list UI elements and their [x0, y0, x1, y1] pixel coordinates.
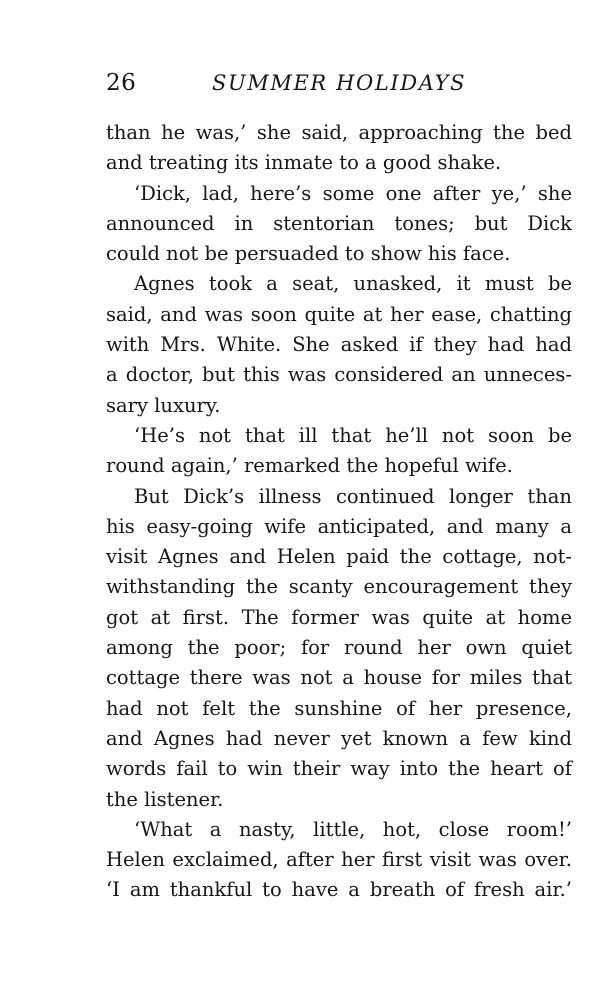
text-line: ‘He’s not that ill that he’ll not soon be [134, 423, 572, 447]
text-line: said, and was soon quite at her ease, chatting [106, 302, 572, 326]
text-line: visit Agnes and Helen paid the cottage, not- [106, 545, 572, 569]
text-line: got at first. The former was quite at home [106, 605, 572, 629]
text-line: words fail to win their way into the heart of [106, 757, 572, 781]
text-line: cottage there was not a house for miles that [106, 666, 572, 690]
text-line: withstanding the scanty encouragement they [106, 575, 572, 599]
text-line: But Dick’s illness continued longer than [134, 484, 572, 508]
text-line: the listener. [106, 787, 224, 811]
text-line: a doctor, but this was considered an unneces- [106, 363, 572, 387]
text-line: with Mrs. White. She asked if they had had [106, 333, 572, 357]
text-line: sary luxury. [106, 393, 221, 417]
page-header [106, 68, 506, 98]
text-line: his easy-going wife anticipated, and many a [106, 514, 572, 538]
text-line: round again,’ remarked the hopeful wife. [106, 454, 513, 478]
text-line: and Agnes had never yet known a few kind [106, 726, 572, 750]
page-number: 26 [106, 70, 137, 96]
text-line: among the poor; for round her own quiet [106, 636, 572, 660]
text-line: ‘Dick, lad, here’s some one after ye,’ she [134, 181, 572, 205]
text-line: had not felt the sunshine of her presence, [106, 696, 572, 720]
text-line: ‘I am thankful to have a breath of fresh air.’ [106, 878, 572, 902]
text-line: Agnes took a seat, unasked, it must be [134, 272, 572, 296]
text-line: announced in stentorian tones; but Dick [106, 211, 572, 235]
body-text [106, 118, 572, 906]
text-line: could not be persuaded to show his face. [106, 242, 511, 266]
text-line: than he was,’ she said, approaching the bed [106, 121, 572, 144]
text-line: ‘What a nasty, little, hot, close room!’ [134, 817, 572, 841]
text-line: and treating its inmate to a good shake. [106, 151, 502, 175]
text-line: Helen exclaimed, after her first visit was over. [106, 848, 572, 872]
running-title: SUMMER HOLIDAYS [212, 71, 467, 95]
